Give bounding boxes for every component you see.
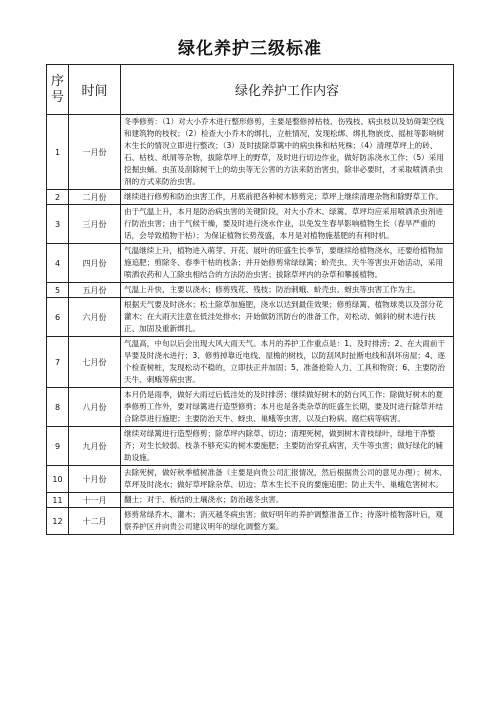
header-time: 时间 — [69, 65, 121, 115]
table-row — [47, 427, 454, 466]
table-row — [47, 205, 454, 244]
row-month: 十月份 — [69, 466, 121, 493]
row-content: 本月仍是雨季，做好大雨过后低洼处的及时排涝；继续做好树木的防台风工作；除做好树木的夏季修剪工作外，要对绿篱进行造型修剪；本月也是各类杂草的旺盛生长期，要及时进行除草并结合除草进行施肥；主要防治天牛、蚜虫、巢蛾等虫害，以及白粉病、腐烂病等病害。 — [121, 388, 454, 427]
row-month: 六月份 — [69, 298, 121, 337]
row-content: 去除死树，做好秋季植树准备（主要是向贵公司汇报情况，然后根据贵公司的意见办理）；树木、草坪及时浇水；做好草坪除杂草、切边；草木生长不良的要施追肥；防止天牛、巢蛾危害树木。 — [121, 466, 454, 493]
row-month: 十一月 — [69, 493, 121, 508]
row-month: 十二月 — [69, 508, 121, 535]
row-month: 七月份 — [69, 337, 121, 388]
row-number: 4 — [47, 244, 69, 283]
row-month: 八月份 — [69, 388, 121, 427]
table-row — [47, 283, 454, 298]
row-number: 2 — [47, 190, 69, 205]
row-month: 五月份 — [69, 283, 121, 298]
row-number: 6 — [47, 298, 69, 337]
table-row — [47, 493, 454, 508]
header-serial-number-line1: 序 — [50, 73, 64, 89]
header-serial-number — [47, 65, 69, 115]
header-work-content: 绿化养护工作内容 — [121, 65, 454, 115]
table-row — [47, 244, 454, 283]
row-month: 二月份 — [69, 190, 121, 205]
row-content: 气温高，中旬以后会出现大风大雨天气。本月的养护工作重点是：1、及时排涝；2、在大雨前干旱要及时浇水进行；3、修剪掉靠近电线、屋檐的树枝，以防刮风时扯断电线和刮坏房屋；4、逐个检查树桩，发现松动不稳的，立即扶正并加固；5、准备抢险人力、工具和物资；6、主要防治天牛、刺蛾等病虫害。 — [121, 337, 454, 388]
row-content: 气温继续上升，植物进入萌芽、开花、展叶的旺盛生长季节，要继续给植物浇水，还要给植物加施追肥；剪除冬、春季干枯的枝条；并开始修剪常绿绿篱；蚧壳虫、天牛等害虫开始活动，采用喷洒农药和人工除虫相结合的方法防治虫害；拔除草坪内的杂草和攀援植物。 — [121, 244, 454, 283]
table-row — [47, 337, 454, 388]
table-row — [47, 190, 454, 205]
row-content: 气温上升快，主要以浇水；修剪残花、残枝；防治刺蛾、蚧壳虫、蚜虫等虫害工作为主。 — [121, 283, 454, 298]
row-content: 修剪常绿乔木、灌木；消灭越冬病虫害；做好明年的养护调整准备工作；待落叶植物落叶后，观察养护区并向贵公司建议明年的绿化调整方案。 — [121, 508, 454, 535]
table-row — [47, 388, 454, 427]
row-number: 3 — [47, 205, 69, 244]
row-number: 8 — [47, 388, 69, 427]
row-content: 根据天气要及时浇水；松土除草加施肥，浇水以达到最佳效果；修剪绿篱、植物球类以及部分花灌木；在大雨天注意在低洼处排水；开始做防汛防台的准备工作，对松动、倾斜的树木进行扶正、加固及重新绑扎。 — [121, 298, 454, 337]
row-content: 翻土；对于、板结的土壤浇水；防治越冬虫害。 — [121, 493, 454, 508]
table-row — [47, 298, 454, 337]
row-content: 由于气温上升，本月是防治病虫害的关键阶段，对大小乔木、绿篱、草坪均应采用喷洒杀虫剂进行防治虫害；由于气候干燥，要及时进行浇水作业，以免发生春旱影响植物生长（春旱严重的话，会导致植物干枯）；为保证植物长势茂盛，本月是对植物施基肥的有利时机。 — [121, 205, 454, 244]
row-number: 9 — [47, 427, 69, 466]
header-serial-number-line2: 号 — [50, 89, 64, 105]
row-number: 1 — [47, 115, 69, 190]
row-content: 继续对绿篱进行造型修剪；除草坪内除草、切边；清理死树，做到树木青枝绿叶，绿地干净整齐；对生长较弱、枝条不够充实的树木要施肥；主要防治穿孔病害，天牛等虫害；做好绿化的辅助设施。 — [121, 427, 454, 466]
row-number: 10 — [47, 466, 69, 493]
row-number: 7 — [47, 337, 69, 388]
row-month: 三月份 — [69, 205, 121, 244]
row-month: 一月份 — [69, 115, 121, 190]
table-row — [47, 466, 454, 493]
page-title: 绿化养护三级标准 — [178, 39, 322, 59]
maintenance-schedule-table — [46, 64, 454, 535]
row-number: 5 — [47, 283, 69, 298]
row-month: 四月份 — [69, 244, 121, 283]
table-row — [47, 508, 454, 535]
row-number: 11 — [47, 493, 69, 508]
row-number: 12 — [47, 508, 69, 535]
table-header-row — [47, 65, 454, 115]
row-month: 九月份 — [69, 427, 121, 466]
row-content: 继续进行修剪和防治虫害工作，月底前把各种树木修剪完；草坪上继续清理杂物和除野草工作。 — [121, 190, 454, 205]
row-content: 冬季修剪：（1）对大小乔木进行整形修剪，主要是整修掉枯枝、伤残枝、病虫枝以及妨碍架空线和建筑物的枝杈；（2）检查大小乔木的绑扎，立桩情况，发现松绑、绑扎物嵌皮、摇桩等影响树木生长的情况立即进行整改；（3）及时拔除草篱中的病虫株和枯死株；（4）清理草坪上的砖、石、枯枝、纸屑等杂物，拔除草坪上的野草，及时进行切边作业，做好防冻浇水工作；（5）采用挖掘虫蛹、虫茧及刮除树干上的幼虫等无公害的方法来防治害虫，除非必要时，才采取喷洒杀虫剂的方式来防治虫害。 — [121, 115, 454, 190]
table-row — [47, 115, 454, 190]
